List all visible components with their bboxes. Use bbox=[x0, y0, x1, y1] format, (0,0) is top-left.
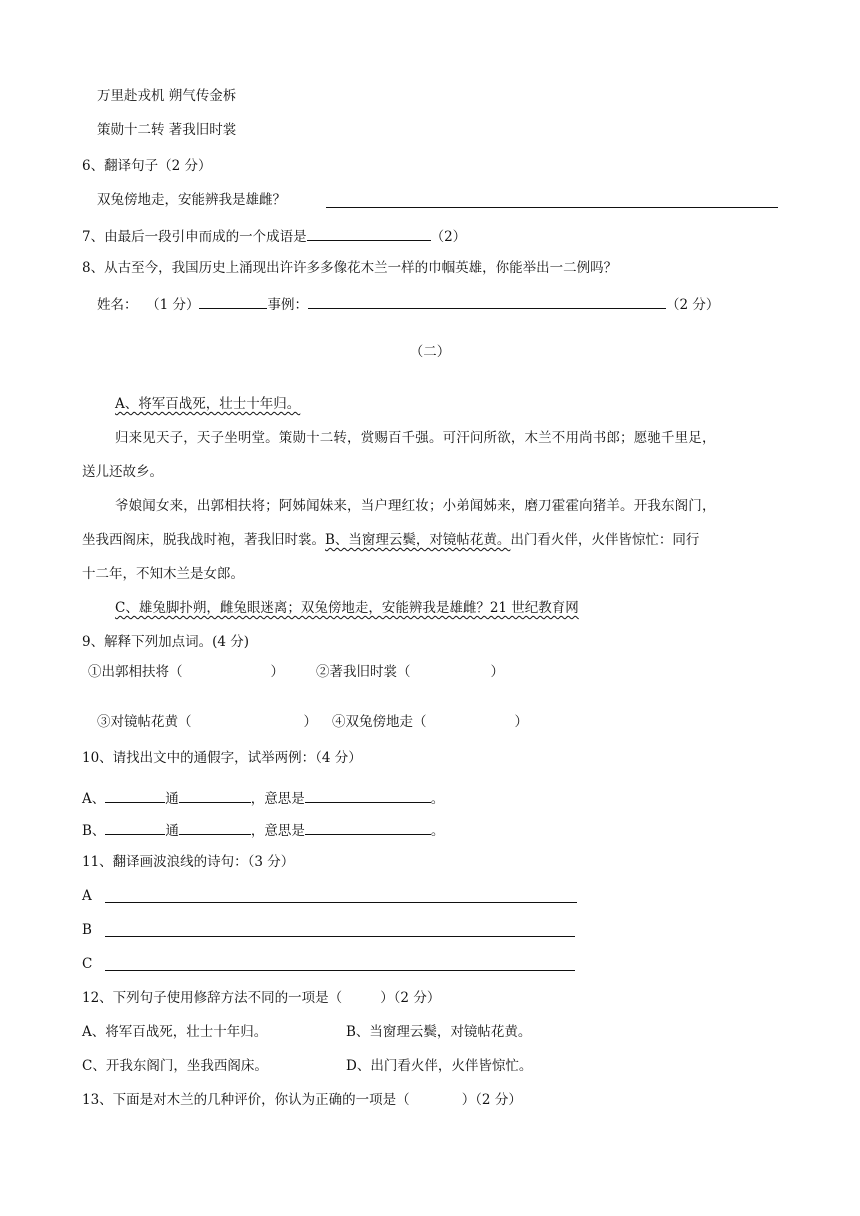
passage-p1-line2: 送儿还故乡。 bbox=[82, 464, 163, 480]
q8-answer-row bbox=[97, 296, 719, 313]
q11-line-c[interactable] bbox=[105, 970, 575, 971]
q9-item-3: ③对镜帖花黄（ ） bbox=[97, 714, 317, 730]
passage-p1-line1: 归来见天子，天子坐明堂。策勋十二转，赏赐百千强。可汗问所欲，木兰不用尚书郎；愿驰千里足， bbox=[115, 430, 716, 446]
q10-row-a: A、 通 ，意思是 。 bbox=[82, 791, 445, 807]
q7-suffix: （2） bbox=[430, 229, 467, 245]
poem-line-1: 万里赴戎机 朔气传金柝 bbox=[97, 88, 237, 104]
passage-p2-pre: 坐我西阁床，脱我战时袍，著我旧时裳。 bbox=[82, 532, 325, 548]
q9-label: 9、解释下列加点词。(4 分) bbox=[82, 634, 250, 650]
q12-option-c: C、开我东阁门，坐我西阁床。 bbox=[82, 1058, 268, 1074]
q6-sentence: 双兔傍地走，安能辨我是雄雌？ bbox=[97, 192, 286, 208]
passage-p2-line2 bbox=[82, 534, 699, 548]
q6-answer-line[interactable] bbox=[326, 207, 778, 208]
q8-label: 8、从古至今，我国历史上涌现出许许多多像花木兰一样的巾帼英雄，你能举出一二例吗？ bbox=[82, 260, 618, 276]
q11-line-b[interactable] bbox=[105, 936, 575, 937]
passage-p2-line3: 十二年，不知木兰是女郎。 bbox=[82, 566, 244, 582]
q9-item-1: ①出郭相扶将（ ） bbox=[88, 664, 284, 680]
q6-label: 6、翻译句子（2 分） bbox=[82, 158, 212, 174]
q8-event-score: （2 分） bbox=[665, 297, 720, 313]
q8-event-blank[interactable] bbox=[308, 296, 666, 309]
q11-line-a[interactable] bbox=[105, 902, 577, 903]
wavy-line-b: B、当窗理云鬓，对镜帖花黄。 bbox=[325, 532, 511, 548]
poem-line-2: 策勋十二转 著我旧时裳 bbox=[97, 122, 237, 138]
section-title: （二） bbox=[409, 344, 451, 360]
q10-a-meaning-blank[interactable] bbox=[305, 790, 431, 803]
q10-b-meaning-blank[interactable] bbox=[305, 822, 431, 835]
passage-p2-post: 出门看火伴，火伴皆惊忙：同行 bbox=[510, 532, 700, 548]
q9-item-2: ②著我旧时裳（ ） bbox=[316, 664, 504, 680]
q11-label-c: C bbox=[82, 956, 93, 972]
q10-label: 10、请找出文中的通假字，试举两例：（4 分） bbox=[82, 750, 362, 766]
q12-option-a: A、将军百战死，壮士十年归。 bbox=[82, 1024, 268, 1040]
q8-name-score: （1 分） bbox=[146, 297, 200, 313]
q8-name-label: 姓名： bbox=[97, 297, 138, 313]
q10-a-tong-blank[interactable] bbox=[179, 790, 251, 803]
q10-a-char-blank[interactable] bbox=[105, 790, 165, 803]
q9-item-4: ④双兔傍地走（ ） bbox=[332, 714, 528, 730]
wavy-line-a: A、将军百战死，壮士十年归。 bbox=[115, 396, 301, 412]
q11-label-b: B bbox=[82, 922, 92, 938]
q7-answer-blank[interactable] bbox=[307, 228, 431, 241]
passage-p2-line1: 爷娘闻女来，出郭相扶将；阿姊闻妹来，当户理红妆；小弟闻姊来，磨刀霍霍向猪羊。开我东阁门， bbox=[115, 498, 716, 514]
q11-label: 11、翻译画波浪线的诗句：（3 分） bbox=[82, 854, 295, 870]
q8-name-blank[interactable] bbox=[199, 296, 267, 309]
q12-option-b: B、当窗理云鬓，对镜帖花黄。 bbox=[346, 1024, 532, 1040]
q11-label-a: A bbox=[82, 888, 92, 904]
wavy-line-c: C、雄兔脚扑朔，雌兔眼迷离；双兔傍地走，安能辨我是雄雌？21 世纪教育网 bbox=[115, 600, 579, 616]
q12-option-d: D、出门看火伴，火伴皆惊忙。 bbox=[346, 1058, 533, 1074]
q12-label: 12、下列句子使用修辞方法不同的一项是（ ）（2 分） bbox=[82, 990, 441, 1006]
passage-line-a bbox=[115, 398, 300, 412]
q10-b-tong-blank[interactable] bbox=[179, 822, 251, 835]
q13-label: 13、下面是对木兰的几种评价，你认为正确的一项是（ ）（2 分） bbox=[82, 1092, 522, 1108]
q10-row-b: B、 通 ，意思是 。 bbox=[82, 823, 445, 839]
q8-event-label: 事例： bbox=[267, 297, 308, 313]
q10-b-char-blank[interactable] bbox=[105, 822, 165, 835]
passage-line-c bbox=[115, 602, 579, 616]
q7-question bbox=[82, 228, 466, 245]
q7-prefix: 7、由最后一段引申而成的一个成语是 bbox=[82, 229, 307, 245]
